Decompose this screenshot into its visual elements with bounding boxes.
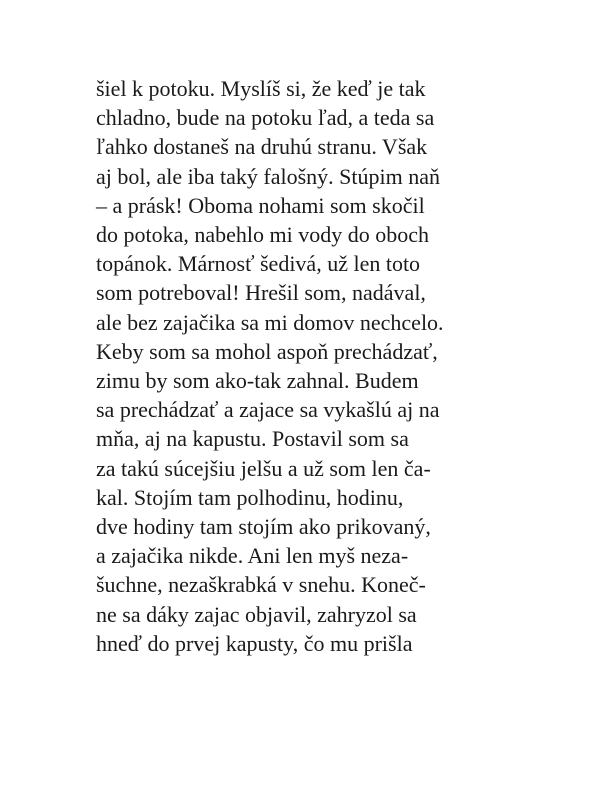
- text-line: za takú súcejšiu jelšu a už som len ča-: [96, 455, 431, 481]
- text-line: aj bol, ale iba taký falošný. Stúpim naň: [96, 163, 440, 189]
- text-line: a zajačika nikde. Ani len myš neza-: [96, 543, 409, 569]
- text-line: mňa, aj na kapustu. Postavil som sa: [96, 426, 409, 452]
- text-line: zimu by som ako-tak zahnal. Budem: [96, 368, 419, 394]
- text-line: topánok. Márnosť šedivá, už len toto: [96, 251, 421, 277]
- text-line: dve hodiny tam stojím ako prikovaný,: [96, 514, 431, 540]
- text-line: šiel k potoku. Myslíš si, že keď je tak: [96, 76, 426, 101]
- text-line: hneď do prvej kapusty, čo mu prišla: [96, 630, 413, 656]
- text-line: kal. Stojím tam polhodinu, hodinu,: [96, 484, 404, 510]
- text-line: Keby som sa mohol aspoň prechádzať,: [96, 338, 438, 364]
- text-line: do potoka, nabehlo mi vody do oboch: [96, 222, 430, 248]
- text-line: ľahko dostaneš na druhú stranu. Však: [96, 134, 428, 160]
- text-line: ale bez zajačika sa mi domov nechcelo.: [96, 309, 444, 335]
- text-line: som potreboval! Hrešil som, nadával,: [96, 280, 426, 306]
- text-line: ne sa dáky zajac objavil, zahryzol sa: [96, 601, 417, 627]
- text-line: šuchne, nezaškrabká v snehu. Koneč-: [96, 572, 426, 598]
- body-text: [96, 74, 556, 658]
- text-line: – a prásk! Oboma nohami som skočil: [96, 192, 425, 218]
- text-line: sa prechádzať a zajace sa vykašlú aj na: [96, 397, 440, 423]
- text-line: chladno, bude na potoku ľad, a teda sa: [96, 105, 435, 131]
